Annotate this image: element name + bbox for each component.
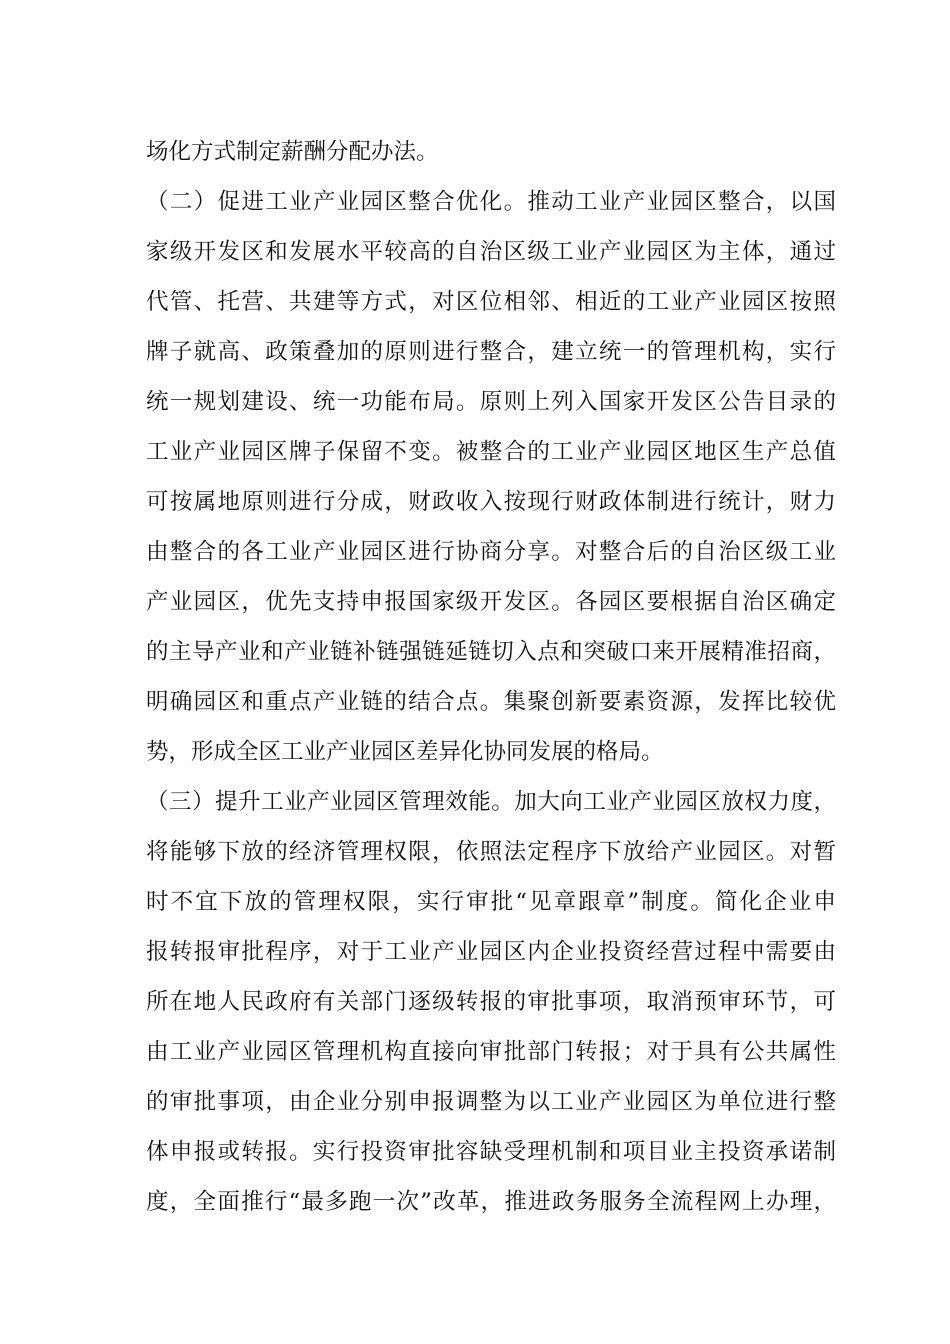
text-line: 报转报审批程序，对于工业产业园区内企业投资经营过程中需要由	[146, 939, 836, 965]
text-line: 可按属地原则进行分成，财政收入按现行财政体制进行统计，财力	[146, 489, 836, 515]
text-line: 所在地人民政府有关部门逐级转报的审批事项，取消预审环节，可	[146, 989, 836, 1015]
text-line: 由整合的各工业产业园区进行协商分享。对整合后的自治区级工业	[146, 539, 836, 565]
text-line: 工业产业园区牌子保留不变。被整合的工业产业园区地区生产总值	[146, 439, 836, 465]
text-line: 产业园区，优先支持申报国家级开发区。各园区要根据自治区确定	[146, 589, 836, 615]
text-line: 牌子就高、政策叠加的原则进行整合，建立统一的管理机构，实行	[146, 339, 836, 365]
text-line: 将能够下放的经济管理权限，依照法定程序下放给产业园区。对暂	[146, 839, 836, 865]
text-line: （三）提升工业产业园区管理效能。加大向工业产业园区放权力度，	[146, 789, 836, 815]
text-line: 代管、托营、共建等方式，对区位相邻、相近的工业产业园区按照	[146, 289, 836, 315]
text-line: 统一规划建设、统一功能布局。原则上列入国家开发区公告目录的	[146, 389, 836, 415]
text-line: 由工业产业园区管理机构直接向审批部门转报；对于具有公共属性	[146, 1039, 836, 1065]
text-line: 场化方式制定薪酬分配办法。	[146, 139, 439, 165]
text-line: 家级开发区和发展水平较高的自治区级工业产业园区为主体，通过	[146, 239, 836, 265]
text-line: （二）促进工业产业园区整合优化。推动工业产业园区整合，以国	[146, 189, 836, 215]
text-line: 时不宜下放的管理权限，实行审批“见章跟章”制度。简化企业申	[146, 889, 836, 915]
text-line: 明确园区和重点产业链的结合点。集聚创新要素资源，发挥比较优	[146, 689, 836, 715]
text-line: 度，全面推行“最多跑一次”改革，推进政务服务全流程网上办理，	[146, 1189, 836, 1215]
text-line: 体申报或转报。实行投资审批容缺受理机制和项目业主投资承诺制	[146, 1139, 836, 1165]
text-line: 势，形成全区工业产业园区差异化协同发展的格局。	[146, 739, 664, 765]
text-line: 的主导产业和产业链补链强链延链切入点和突破口来开展精准招商，	[146, 639, 836, 665]
text-line: 的审批事项，由企业分别申报调整为以工业产业园区为单位进行整	[146, 1089, 836, 1115]
